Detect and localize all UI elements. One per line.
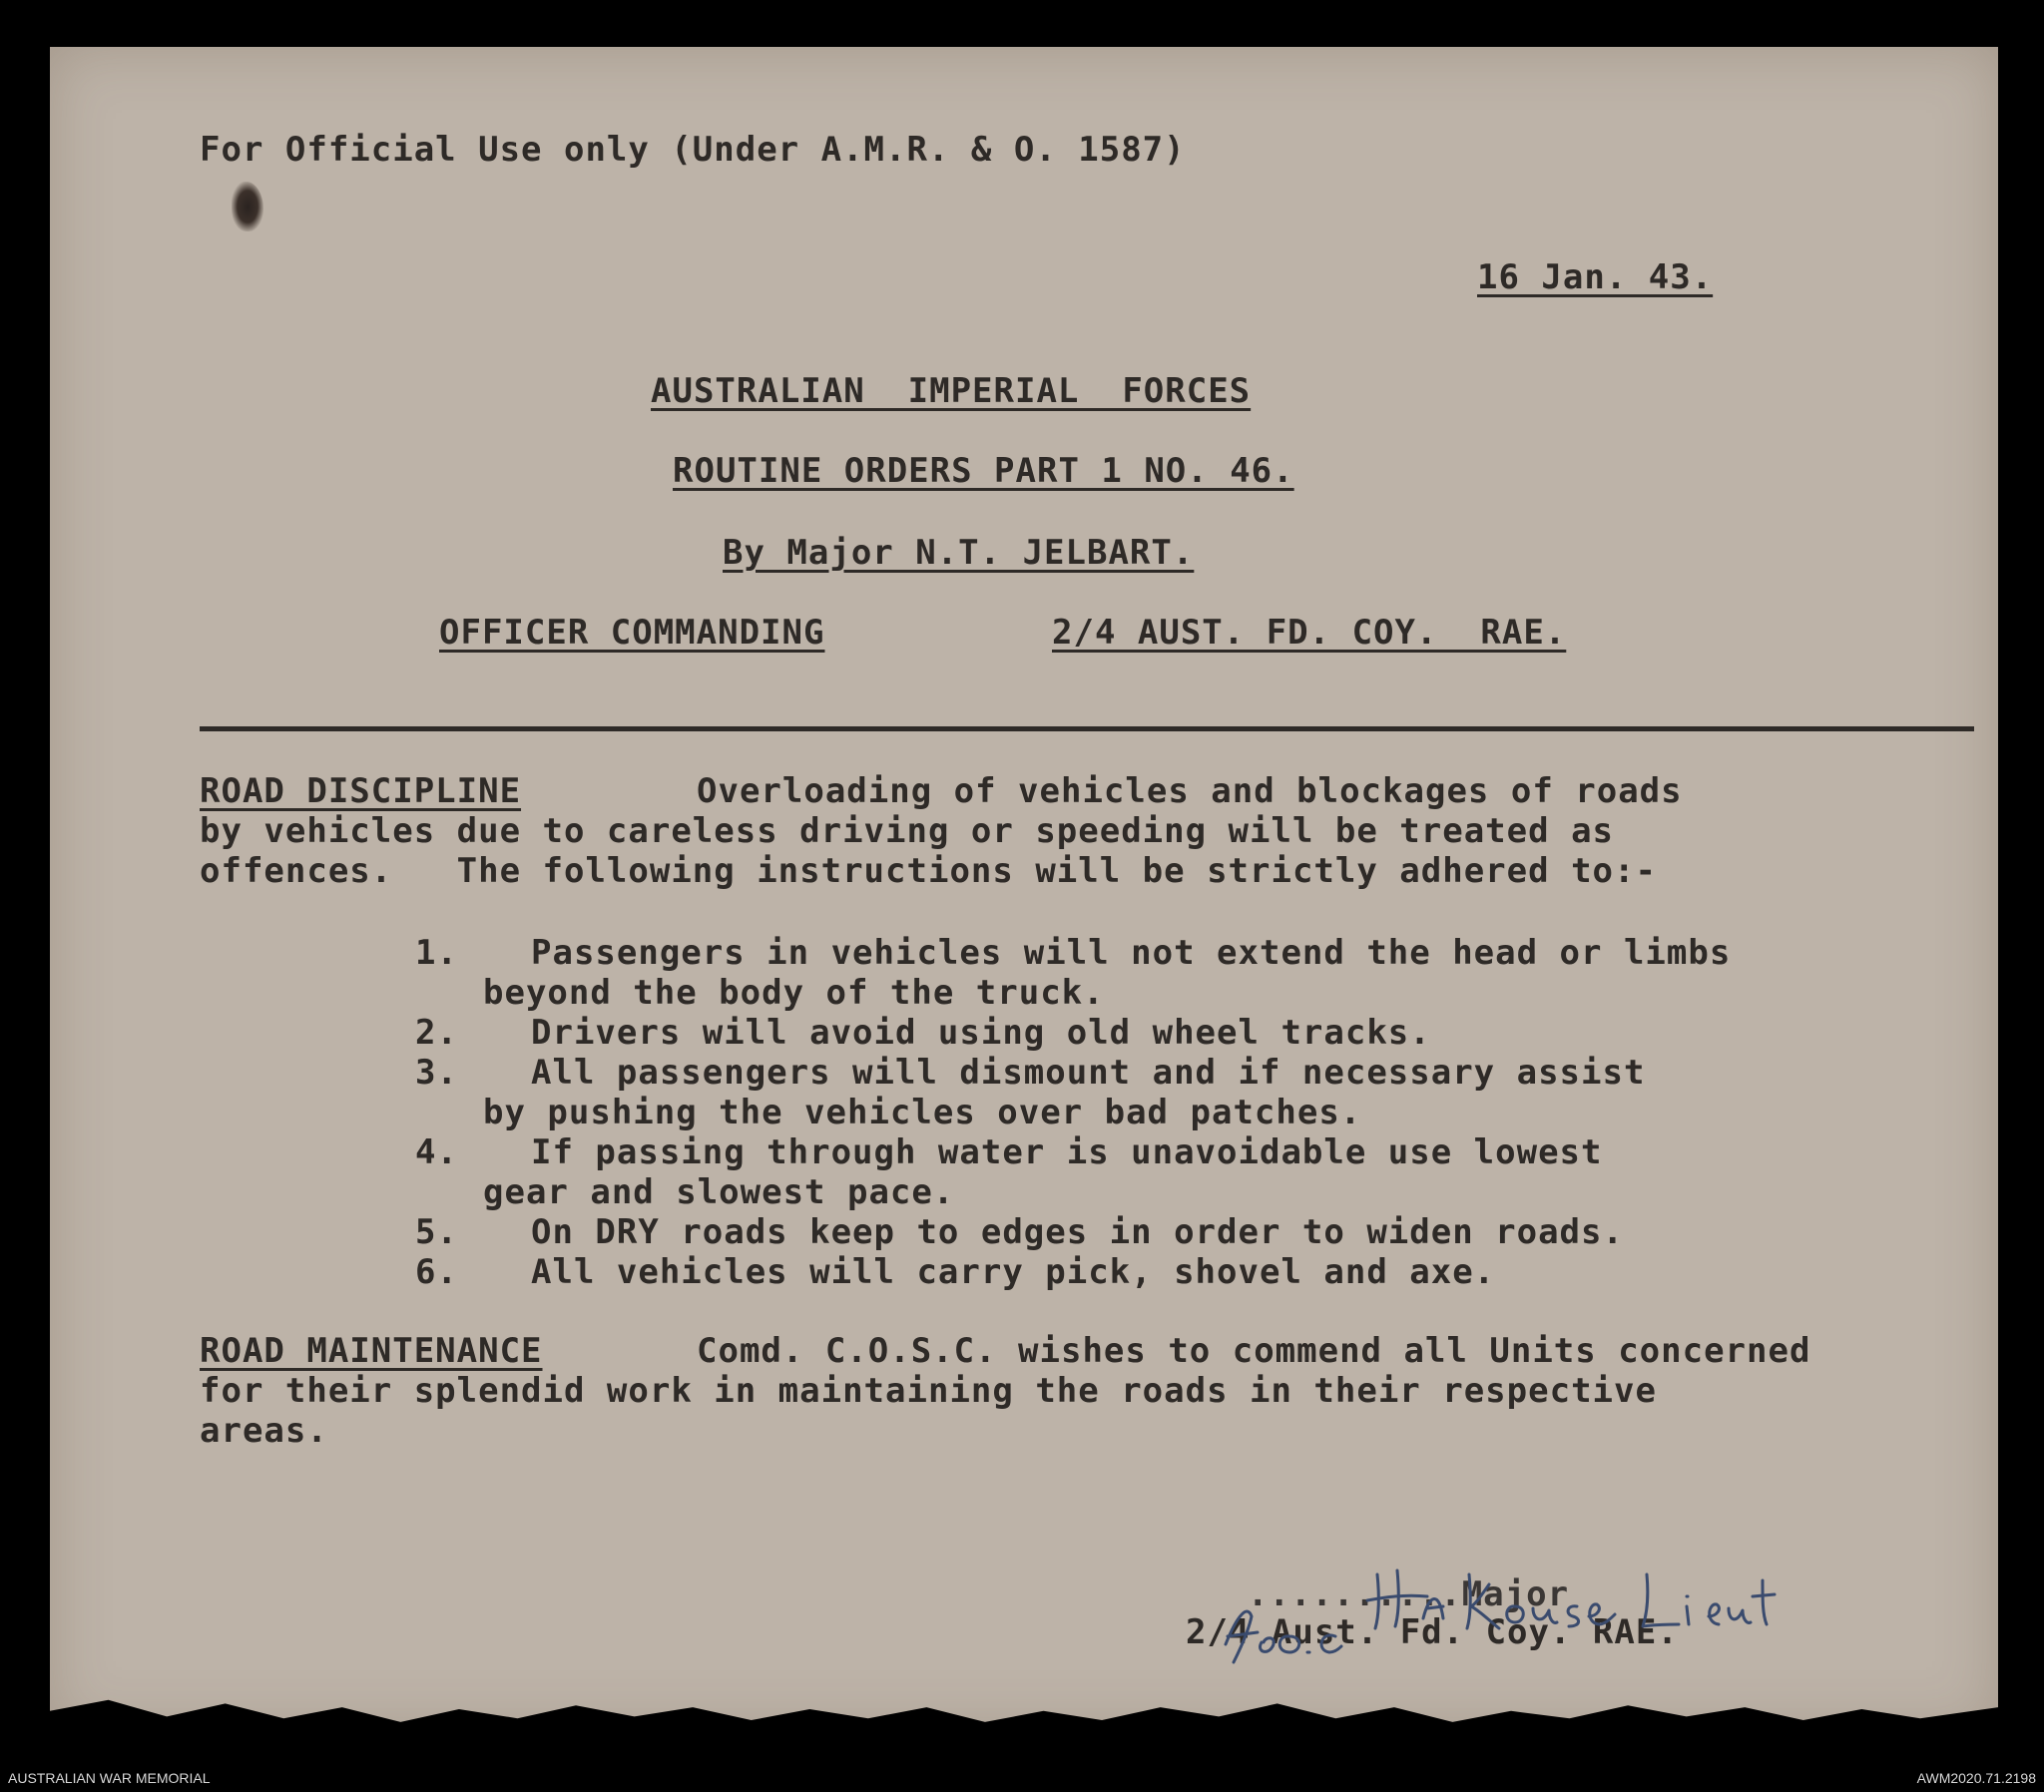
road-maintenance-line-3: areas. <box>200 1411 328 1451</box>
list-item-text: If passing through water is unavoidable use lowest <box>531 1132 1603 1172</box>
list-item-text-cont: gear and slowest pace. <box>483 1172 955 1212</box>
list-item-number: 5. <box>415 1212 458 1252</box>
signature-rank-line: ..........Major <box>1248 1574 1570 1614</box>
list-item-text: All passengers will dismount and if necessary assist <box>531 1053 1646 1093</box>
road-discipline-intro-1: Overloading of vehicles and blockages of roads <box>697 771 1683 811</box>
title-line-2: ROUTINE ORDERS PART 1 NO. 46. <box>673 451 1294 491</box>
signature-unit-line: 2/4 Aust. Fd. Coy. RAE. <box>1186 1612 1679 1652</box>
list-item-number: 4. <box>415 1132 458 1172</box>
handwritten-signature <box>1218 1545 1777 1664</box>
list-item-text: Drivers will avoid using old wheel tracks. <box>531 1013 1431 1053</box>
archive-footer-right: AWM2020.71.2198 <box>1916 1770 2036 1786</box>
list-item-text: Passengers in vehicles will not extend the head or limbs <box>531 933 1732 973</box>
officer-commanding: OFFICER COMMANDING <box>439 613 825 653</box>
road-discipline-heading: ROAD DISCIPLINE <box>200 771 522 811</box>
paper-hole <box>232 182 263 231</box>
divider-rule <box>200 726 1974 731</box>
road-discipline-intro-2: by vehicles due to careless driving or speeding will be treated as <box>200 811 1615 851</box>
title-line-1: AUSTRALIAN IMPERIAL FORCES <box>651 371 1252 411</box>
list-item-number: 3. <box>415 1053 458 1093</box>
document-date: 16 Jan. 43. <box>1477 257 1714 297</box>
list-item-text: All vehicles will carry pick, shovel and axe. <box>531 1252 1496 1292</box>
list-item-number: 6. <box>415 1252 458 1292</box>
list-item-number: 1. <box>415 933 458 973</box>
official-use-line: For Official Use only (Under A.M.R. & O. 1587) <box>200 130 1186 170</box>
road-discipline-intro-3: offences. The following instructions will be strictly adhered to:- <box>200 851 1657 891</box>
road-maintenance-line-1: Comd. C.O.S.C. wishes to commend all Units concerned <box>697 1331 1811 1371</box>
unit-designation: 2/4 AUST. FD. COY. RAE. <box>1052 613 1567 653</box>
list-item-text-cont: by pushing the vehicles over bad patches. <box>483 1093 1362 1132</box>
title-line-3: By Major N.T. JELBART. <box>723 533 1195 573</box>
road-maintenance-heading: ROAD MAINTENANCE <box>200 1331 543 1371</box>
archive-footer-left: AUSTRALIAN WAR MEMORIAL <box>8 1770 211 1786</box>
road-maintenance-line-2: for their splendid work in maintaining the roads in their respective <box>200 1371 1657 1411</box>
list-item-text-cont: beyond the body of the truck. <box>483 973 1105 1013</box>
list-item-number: 2. <box>415 1013 458 1053</box>
list-item-text: On DRY roads keep to edges in order to widen roads. <box>531 1212 1624 1252</box>
